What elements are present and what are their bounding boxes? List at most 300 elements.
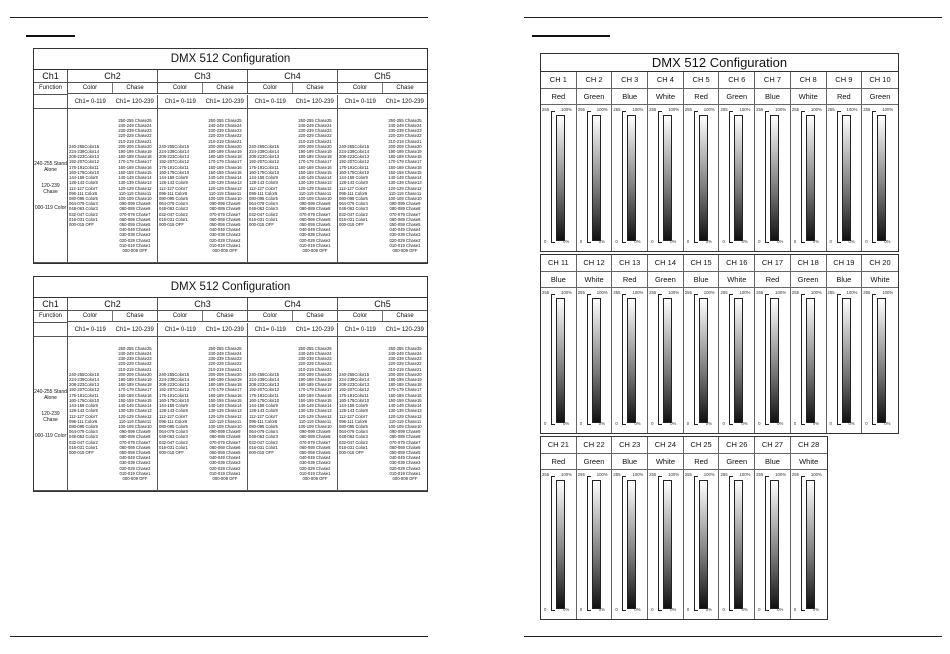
chase-entry: 240-249 Chase24 (208, 351, 242, 357)
color-entry: 016-031 Color1 (339, 216, 368, 222)
channel-label-1: CH 11 (541, 255, 577, 271)
chase-list (293, 337, 337, 490)
fader-top-value: 255 (577, 472, 585, 477)
color-label: Color (248, 311, 293, 321)
chase-entry: 160-169 Chase16 (388, 164, 422, 170)
color-label-4: Green (648, 272, 684, 287)
right-bottom-rule (524, 636, 942, 637)
fader-bottom-pct: 0% (777, 239, 784, 244)
chase-entry: 100-109 Chase10 (388, 423, 422, 429)
chase-entry: 130-139 Chase13 (298, 180, 332, 186)
channel-fader (862, 105, 898, 251)
fader-top-value: 255 (720, 472, 728, 477)
chase-entry: 220-229 Chase22 (388, 133, 422, 139)
chase-entry: 130-139 Chase13 (118, 180, 152, 186)
fader-bottom-pct: 0% (670, 239, 677, 244)
table-title: DMX 512 Configuration (34, 277, 427, 298)
fader-bottom-value: 0 (865, 239, 868, 244)
fader-bottom-value: 0 (615, 239, 618, 244)
color-entry: 016-031 Color1 (69, 444, 98, 450)
fader-top-value: 255 (577, 107, 585, 112)
chase-entry: 130-139 Chase13 (208, 180, 242, 186)
color-entry: 096-111 Color6 (339, 190, 368, 196)
chase-entry: 170-179 Chase17 (388, 159, 422, 165)
channel-fader (755, 470, 791, 619)
chase-entry: 030-039 Chase3 (119, 232, 151, 238)
header-ch4: Ch4 (248, 70, 338, 83)
chase-entry: 080-089 Chase8 (209, 434, 241, 440)
chase-entry: 050-059 Chase5 (119, 221, 151, 227)
chase-entry: 160-169 Chase16 (298, 392, 332, 398)
channel-body (158, 337, 248, 491)
fader-track (627, 298, 636, 423)
chase-entry: 240-249 Chase24 (118, 351, 152, 357)
function-item: 000-119 Color (34, 432, 67, 439)
table-grid (34, 298, 427, 491)
fader-bottom-value: 0 (579, 239, 583, 244)
header-ch4: Ch4 (248, 298, 338, 311)
color-entry: 064-079 Color4 (339, 201, 368, 207)
chase-entry: 230-239 Chase23 (388, 128, 422, 134)
fader-bracket (729, 294, 733, 425)
color-entry: 128-143 Color8 (249, 408, 278, 414)
chase-entry: 220-229 Chase22 (208, 133, 242, 139)
chase-entry: 140-149 Chase14 (298, 175, 332, 181)
color-entry: 224-239Color14 (159, 149, 190, 155)
channel-body (68, 337, 158, 491)
fader-top-value: 255 (542, 290, 550, 295)
color-label: Color (68, 83, 113, 93)
color-entry: 048-063 Color3 (159, 206, 188, 212)
chase-entry: 060-069 Chase6 (119, 216, 151, 222)
chase-entry: 010-019 Chase1 (299, 242, 331, 248)
channel-fader (577, 288, 613, 433)
chase-entry: 210-219 Chase21 (118, 138, 152, 144)
color-entry: 080-095 Color5 (249, 423, 278, 429)
color-label-6: Green (719, 89, 755, 104)
fader-bottom-pct: 0% (598, 607, 605, 612)
channel-fader (684, 470, 720, 619)
chase-entry: 250-255 Chase25 (298, 117, 332, 123)
fader-bottom-pct: 0% (848, 421, 855, 426)
chase-entry: 000-009 OFF (302, 247, 328, 253)
chase-entry: 080-089 Chase8 (389, 206, 421, 212)
chase-entry: 140-149 Chase14 (118, 175, 152, 181)
channel-label-9: CH 19 (827, 255, 863, 271)
color-entry: 128-143 Color8 (69, 180, 98, 186)
fader-top-value: 255 (542, 472, 550, 477)
range-color: Ch1= 0-119 (254, 99, 286, 105)
range-row (158, 95, 248, 109)
range-row (338, 95, 427, 109)
chase-entry: 100-109 Chase10 (298, 195, 332, 201)
fader-bottom-value: 0 (829, 421, 832, 426)
chase-entry: 070-079 Chase7 (389, 211, 421, 217)
chase-entry: 200-209 Chase20 (298, 143, 332, 149)
fader-track (699, 115, 708, 241)
fader-block-1 (540, 71, 899, 252)
color-entry: 208-223Color13 (249, 382, 280, 388)
chase-list (203, 109, 247, 262)
chase-entry: 180-189 Chase18 (388, 382, 422, 388)
fader-track (663, 480, 672, 609)
chase-entry: 040-049 Chase4 (389, 227, 421, 233)
function-column (34, 109, 68, 263)
chase-entry: 180-189 Chase18 (208, 382, 242, 388)
fader-track (770, 480, 779, 609)
channel-label-10: CH 10 (869, 75, 891, 84)
header-ch2: Ch2 (68, 298, 158, 311)
color-chase-header (68, 311, 158, 322)
color-entry: 208-223Color13 (69, 154, 100, 160)
color-label-10: White (870, 275, 890, 284)
channel-fader (577, 105, 613, 251)
range-spacer (34, 323, 68, 337)
fader-bracket (587, 476, 591, 611)
color-entry: 016-031 Color1 (249, 444, 278, 450)
chase-entry: 230-239 Chase23 (298, 128, 332, 134)
chase-entry: 050-059 Chase5 (389, 449, 421, 455)
color-entry: 160-175Color10 (159, 169, 190, 175)
fader-top-pct: 100% (596, 290, 608, 295)
chase-entry: 140-149 Chase14 (388, 175, 422, 181)
color-row (541, 454, 827, 470)
color-entry: 032-047 Color2 (339, 439, 368, 445)
fader-row (541, 288, 898, 433)
fader-bracket (765, 111, 769, 243)
chase-entry: 000-009 OFF (392, 247, 418, 253)
color-entry: 112-127 Color7 (69, 185, 98, 191)
chase-entry: 000-009 OFF (212, 475, 238, 481)
fader-block-3 (540, 436, 828, 620)
fader-top-value: 255 (613, 472, 621, 477)
color-entry: 192-207Color12 (339, 387, 370, 393)
color-entry: 176-191Color11 (159, 392, 189, 398)
color-label-9: Red (827, 89, 863, 104)
channel-label-5: CH 25 (684, 437, 720, 453)
chase-entry: 020-029 Chase2 (119, 465, 151, 471)
chase-entry: 110-119 Chase11 (298, 418, 332, 424)
chase-entry: 150-159 Chase15 (298, 169, 332, 175)
header-ch3: Ch3 (158, 298, 248, 311)
fader-bottom-pct: 0% (884, 421, 891, 426)
fader-top-pct: 100% (703, 107, 715, 112)
table-title: DMX 512 Configuration (34, 49, 427, 70)
fader-top-pct: 100% (739, 472, 751, 477)
fader-bracket (622, 111, 626, 243)
chase-entry: 140-149 Chase14 (208, 175, 242, 181)
chase-entry: 190-199 Chase19 (208, 149, 242, 155)
chase-entry: 160-169 Chase16 (388, 392, 422, 398)
color-list (338, 109, 383, 262)
color-entry: 048-063 Color3 (339, 434, 368, 440)
fader-track (627, 480, 636, 609)
color-entry: 080-095 Color5 (69, 423, 98, 429)
chase-entry: 040-049 Chase4 (299, 455, 331, 461)
fader-top-pct: 100% (882, 290, 894, 295)
fader-bracket (801, 476, 805, 611)
color-entry: 080-095 Color5 (159, 195, 188, 201)
color-label-2: Green (577, 89, 613, 104)
chase-entry: 150-159 Chase15 (208, 169, 242, 175)
fader-top-pct: 100% (775, 472, 787, 477)
color-entry: 144-159 Color9 (69, 403, 98, 409)
chase-entry: 020-029 Chase2 (119, 237, 151, 243)
chase-entry: 030-039 Chase3 (209, 460, 241, 466)
color-entry: 128-143 Color8 (339, 408, 368, 414)
color-entry: 048-063 Color3 (249, 434, 278, 440)
chase-entry: 160-169 Chase16 (298, 164, 332, 170)
fader-bottom-pct: 0% (563, 607, 570, 612)
chase-entry: 060-069 Chase6 (389, 444, 421, 450)
chase-entry: 070-079 Chase7 (299, 439, 331, 445)
fader-top-value: 255 (613, 107, 621, 112)
chase-entry: 160-169 Chase16 (208, 164, 242, 170)
channel-fader (719, 288, 755, 433)
color-entry: 160-175Color10 (159, 397, 190, 403)
fader-top-pct: 100% (632, 107, 644, 112)
fader-top-value: 255 (613, 290, 621, 295)
fader-top-value: 255 (577, 290, 585, 295)
range-color: Ch1= 0-119 (74, 99, 106, 105)
fader-bottom-value: 0 (544, 607, 547, 612)
chase-entry: 060-069 Chase6 (209, 444, 241, 450)
header-ch1: Ch1 (34, 70, 68, 83)
channel-label-4: CH 24 (648, 437, 684, 453)
fader-track (699, 298, 708, 423)
fader-bottom-pct: 0% (777, 607, 784, 612)
channel-fader (791, 105, 827, 251)
color-entry: 048-063 Color3 (159, 434, 188, 440)
color-label-1: Blue (541, 272, 577, 287)
fader-bracket (658, 294, 662, 425)
chase-entry: 010-019 Chase1 (299, 470, 331, 476)
fader-top-pct: 100% (561, 290, 572, 295)
chase-entry: 020-029 Chase2 (209, 465, 241, 471)
fader-bottom-pct: 0% (670, 421, 677, 426)
color-entry: 176-191Color11 (339, 164, 369, 170)
fader-top-pct: 100% (561, 107, 572, 112)
color-entry: 176-191Color11 (69, 392, 99, 398)
fader-bracket (694, 294, 698, 425)
chase-entry: 120-129 Chase12 (298, 413, 332, 419)
color-label: Color (158, 83, 203, 93)
chase-entry: 050-059 Chase5 (299, 221, 331, 227)
color-entry: 112-127 Color7 (69, 413, 98, 419)
color-entry: 144-159 Color9 (159, 403, 188, 409)
fader-row (541, 470, 827, 619)
chase-entry: 240-249 Chase24 (388, 123, 422, 129)
chase-entry: 090-099 Chase9 (389, 201, 421, 207)
chase-entry: 050-059 Chase5 (209, 221, 241, 227)
chase-entry: 210-219 Chase21 (388, 366, 422, 372)
fader-bottom-pct: 0% (741, 421, 748, 426)
range-row (248, 323, 338, 337)
chase-entry: 020-029 Chase2 (389, 237, 421, 243)
chase-entry: 000-009 OFF (122, 247, 148, 253)
color-entry: 144-159 Color9 (339, 403, 368, 409)
channel-label-7: CH 27 (755, 437, 791, 453)
channel-label-8: CH 8 (791, 72, 827, 88)
color-entry: 064-079 Color4 (249, 429, 278, 435)
color-entry: 096-111 Color6 (69, 190, 98, 196)
chase-entry: 170-179 Chase17 (118, 387, 152, 393)
chase-entry: 250-255 Chase25 (118, 345, 152, 351)
fader-bottom-pct: 0% (705, 239, 712, 244)
color-entry: 096-111 Color6 (249, 190, 278, 196)
fader-track (806, 298, 815, 423)
header-ch5: Ch5 (338, 70, 427, 83)
fader-bracket (587, 111, 591, 243)
chase-list (293, 109, 337, 262)
dmx-table-2 (33, 276, 428, 492)
color-label-1: Red (541, 454, 577, 469)
color-entry: 000-015 OFF (249, 449, 274, 455)
color-entry: 064-079 Color4 (69, 201, 98, 207)
function-column (34, 337, 68, 491)
chase-entry: 070-079 Chase7 (389, 439, 421, 445)
color-entry: 064-079 Color4 (339, 429, 368, 435)
chase-entry: 180-189 Chase18 (298, 382, 332, 388)
fader-top-value: 255 (649, 472, 657, 477)
fader-top-value: 255 (827, 107, 835, 112)
color-entry: 016-031 Color1 (339, 444, 368, 450)
color-entry: 240-255Color15 (69, 143, 100, 149)
range-row (68, 323, 158, 337)
chase-entry: 110-119 Chase11 (208, 418, 242, 424)
channel-label-6: CH 26 (719, 437, 755, 453)
channel-label-4: CH 4 (648, 72, 684, 88)
color-entry: 144-159 Color9 (69, 175, 98, 181)
range-chase: Ch1= 120-239 (205, 327, 244, 333)
color-entry: 112-127 Color7 (339, 185, 368, 191)
chase-entry: 130-139 Chase13 (388, 408, 422, 414)
color-list (158, 109, 203, 262)
color-entry: 208-223Color13 (339, 382, 370, 388)
color-entry: 144-159 Color9 (249, 403, 278, 409)
chase-entry: 110-119 Chase11 (388, 190, 422, 196)
chase-entry: 180-189 Chase18 (388, 154, 422, 160)
fader-top-pct: 100% (561, 472, 572, 477)
chase-entry: 190-199 Chase19 (298, 377, 332, 383)
fader-bottom-pct: 0% (812, 607, 820, 612)
fader-track (806, 115, 815, 241)
chase-entry: 210-219 Chase21 (298, 366, 332, 372)
channel-row (541, 72, 898, 89)
color-label: Color (338, 83, 383, 93)
color-entry: 064-079 Color4 (69, 429, 98, 435)
color-entry: 224-239Color14 (69, 377, 100, 383)
chase-entry: 130-139 Chase13 (118, 408, 152, 414)
chase-entry: 060-069 Chase6 (299, 444, 331, 450)
chase-entry: 210-219 Chase21 (208, 366, 242, 372)
color-entry: 208-223Color13 (249, 154, 280, 160)
range-row (68, 95, 158, 109)
fader-track (592, 115, 601, 241)
chase-entry: 030-039 Chase3 (299, 460, 331, 466)
fader-block-2 (540, 254, 899, 434)
chase-entry: 170-179 Chase17 (208, 159, 242, 165)
color-entry: 192-207Color12 (159, 387, 190, 393)
chase-entry: 100-109 Chase10 (118, 195, 152, 201)
chase-entry: 250-255 Chase25 (118, 117, 152, 123)
fader-bottom-pct: 0% (598, 239, 605, 244)
channel-fader (541, 288, 577, 433)
chase-list (383, 109, 427, 262)
channel-fader (791, 288, 827, 433)
fader-bottom-value: 0 (544, 421, 547, 426)
fader-top-pct: 100% (882, 107, 894, 112)
header-ch1: Ch1 (34, 298, 68, 311)
chase-entry: 190-199 Chase19 (298, 149, 332, 155)
channel-fader (684, 288, 720, 433)
chase-entry: 200-209 Chase20 (208, 143, 242, 149)
color-label-5: Red (684, 89, 720, 104)
channel-label-3: CH 13 (612, 255, 648, 271)
color-entry: 032-047 Color2 (249, 439, 278, 445)
range-chase: Ch1= 120-239 (385, 99, 424, 105)
color-entry: 176-191Color11 (249, 164, 279, 170)
chase-entry: 050-059 Chase5 (209, 449, 241, 455)
chase-entry: 110-119 Chase11 (298, 190, 332, 196)
fader-bracket (765, 476, 769, 611)
color-entry: 192-207Color12 (339, 159, 370, 165)
channel-fader (827, 288, 863, 433)
fader-track (663, 115, 672, 241)
chase-entry: 000-009 OFF (302, 475, 328, 481)
chase-list (113, 109, 157, 262)
chase-entry: 240-249 Chase24 (208, 123, 242, 129)
left-top-rule (10, 17, 428, 18)
chase-label: Chase (216, 313, 234, 319)
channel-label-4: CH 14 (648, 255, 684, 271)
chase-entry: 010-019 Chase1 (119, 242, 151, 248)
channel-label-8: CH 28 (798, 440, 820, 449)
channel-body (338, 109, 427, 263)
color-entry: 160-175Color10 (249, 169, 280, 175)
chase-entry: 190-199 Chase19 (388, 377, 422, 383)
fader-bottom-pct: 0% (634, 239, 641, 244)
chase-list (113, 337, 157, 490)
channel-label-7: CH 7 (755, 72, 791, 88)
chase-entry: 150-159 Chase15 (118, 397, 152, 403)
chase-entry: 160-169 Chase16 (118, 164, 152, 170)
chase-entry: 220-229 Chase22 (118, 361, 152, 367)
channel-fader (648, 288, 684, 433)
color-label-1: Red (541, 89, 577, 104)
color-entry: 000-015 OFF (249, 221, 274, 227)
fader-bracket (765, 294, 769, 425)
chase-entry: 050-059 Chase5 (299, 449, 331, 455)
fader-bracket (551, 111, 555, 243)
range-row (248, 95, 338, 109)
chase-entry: 090-099 Chase9 (119, 201, 151, 207)
fader-top-value: 255 (684, 472, 692, 477)
fader-track (592, 480, 601, 609)
chase-entry: 220-229 Chase22 (208, 361, 242, 367)
color-entry: 032-047 Color2 (159, 211, 188, 217)
fader-track (877, 115, 886, 241)
fader-bottom-pct: 0% (705, 607, 712, 612)
chase-entry: 130-139 Chase13 (208, 408, 242, 414)
color-entry: 112-127 Color7 (339, 413, 368, 419)
channel-body (248, 337, 338, 491)
range-chase: Ch1= 120-239 (205, 99, 244, 105)
chase-entry: 020-029 Chase2 (299, 237, 331, 243)
fader-bottom-value: 0 (615, 607, 618, 612)
chase-entry: 070-079 Chase7 (119, 439, 151, 445)
channel-fader (684, 105, 720, 251)
